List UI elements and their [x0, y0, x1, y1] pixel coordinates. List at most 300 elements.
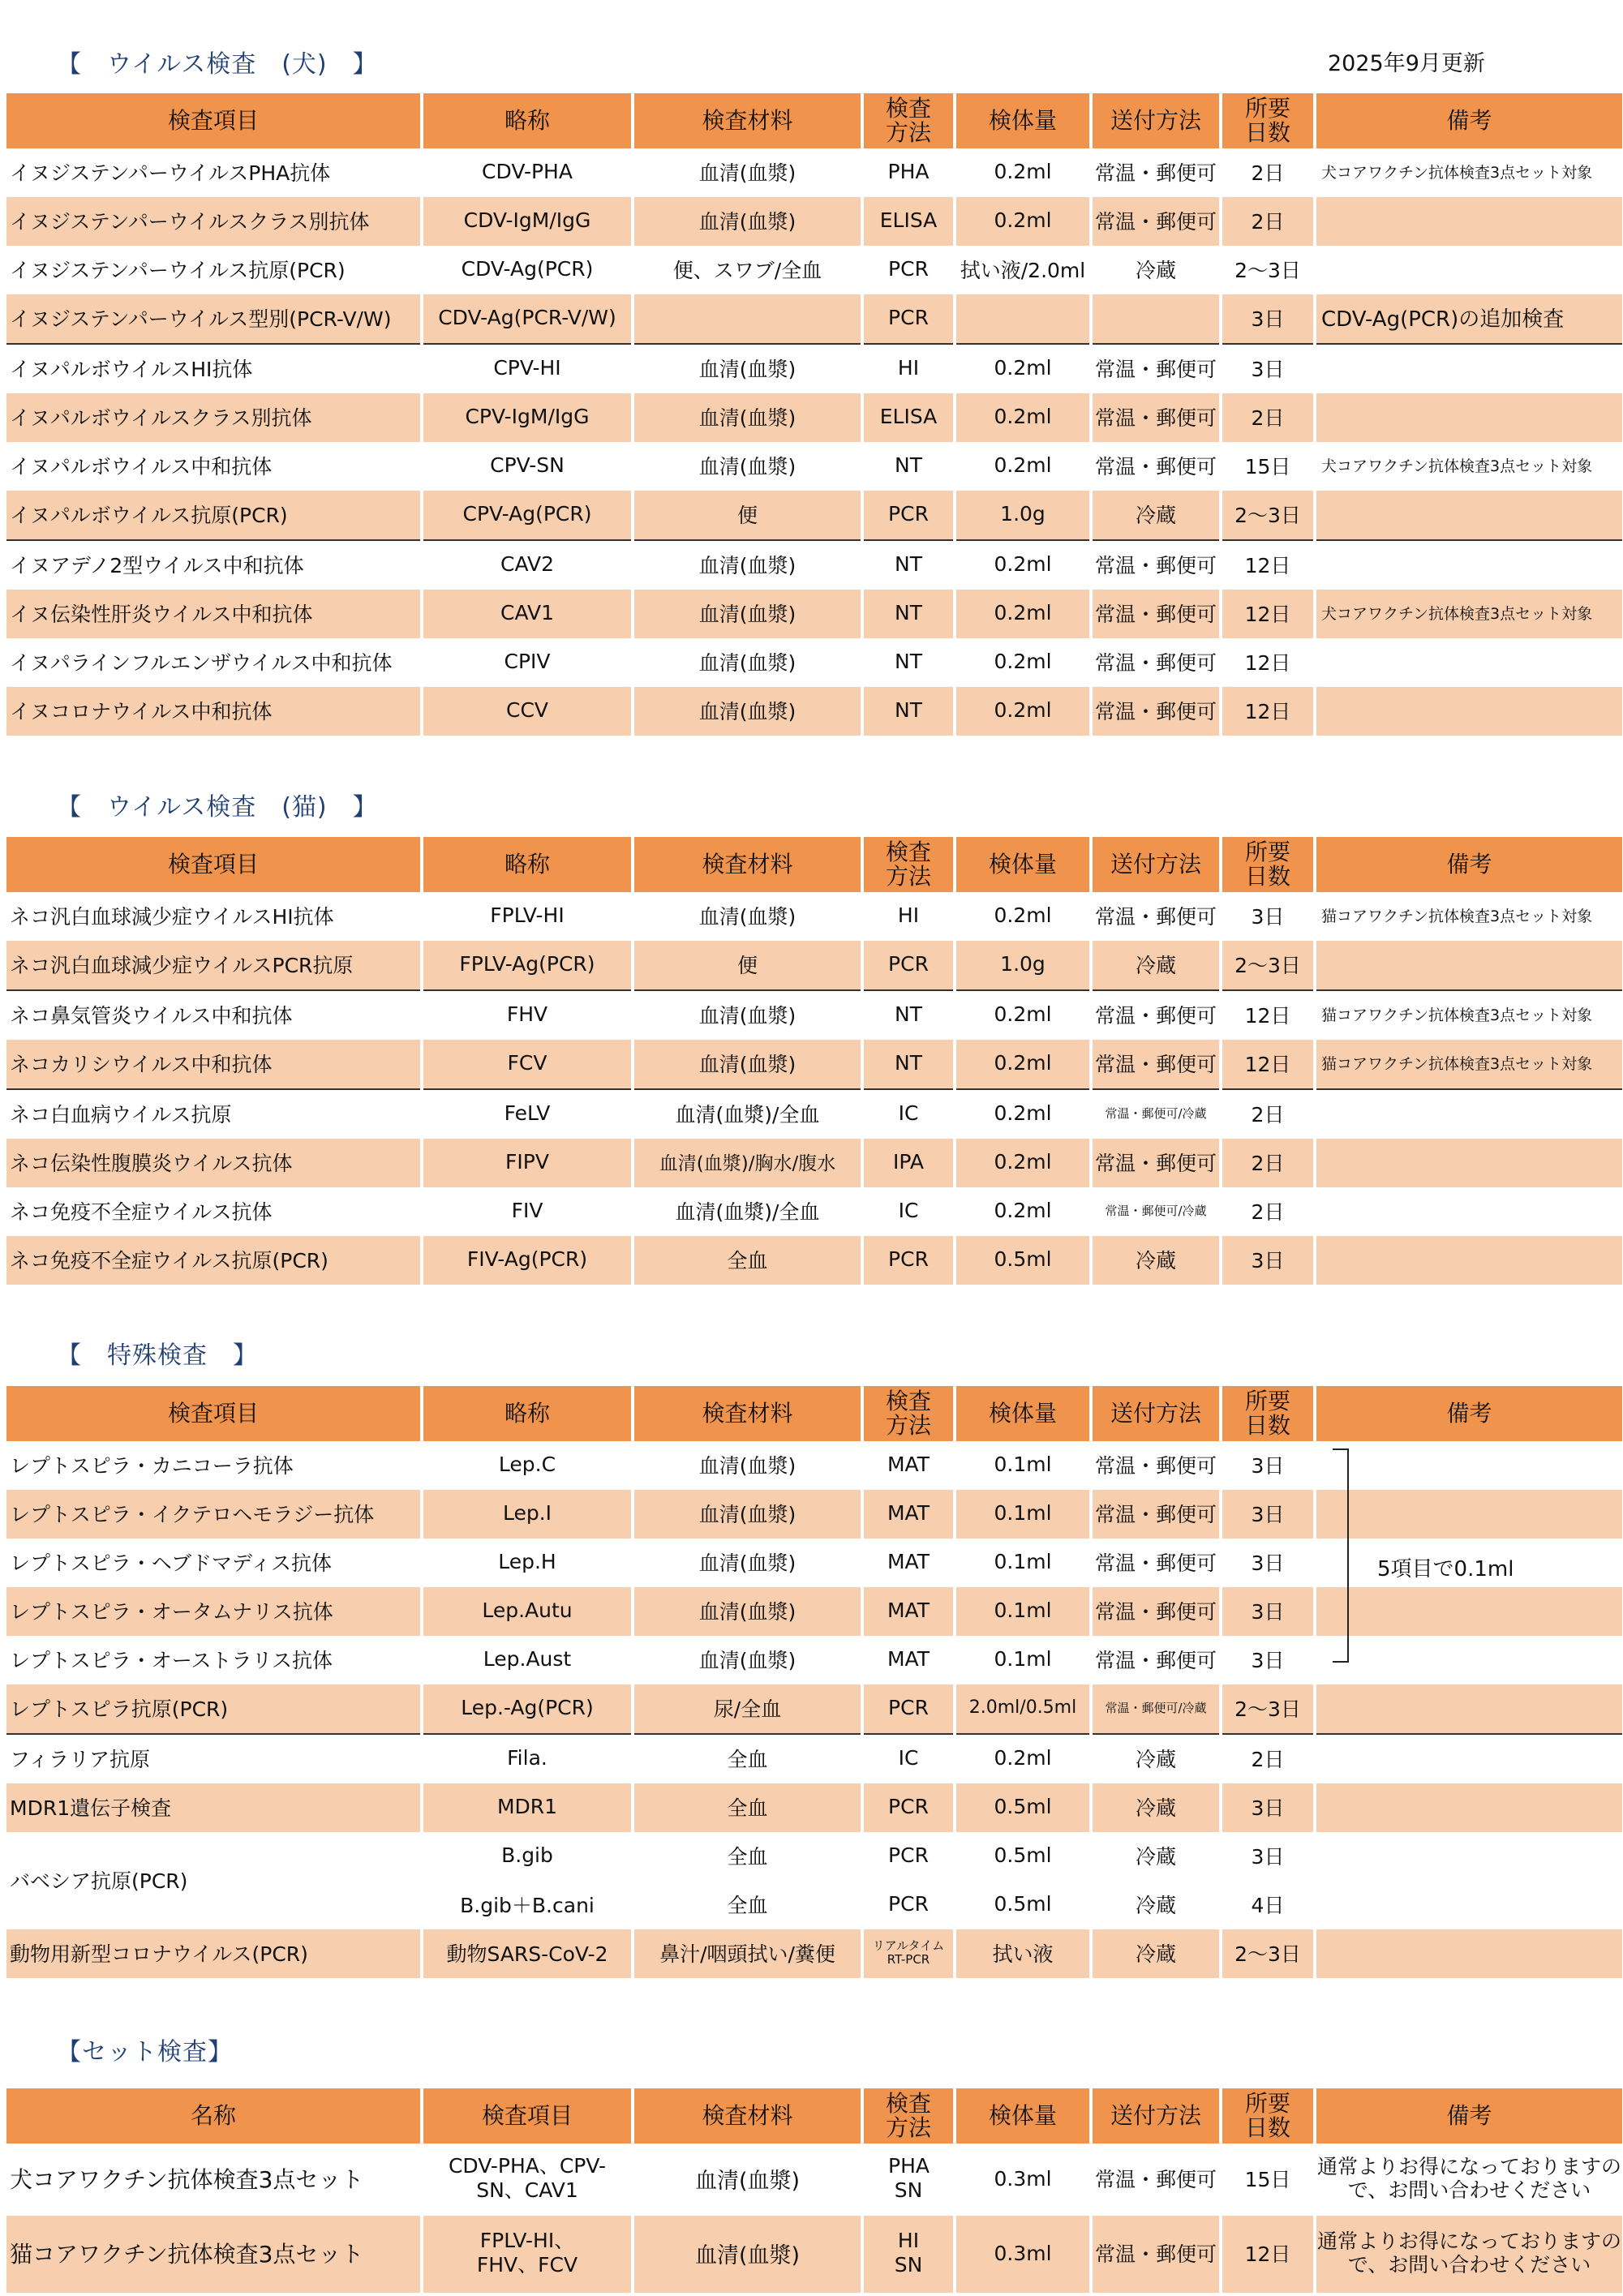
- table-row: [6, 638, 1622, 687]
- cell-days: 12日: [1222, 989, 1313, 1040]
- cell-method: NT: [864, 989, 953, 1040]
- cell-material: 全血: [634, 1783, 861, 1832]
- cell-shipping: 冷蔵: [1093, 1929, 1219, 1978]
- cell-item: イヌアデノ2型ウイルス中和抗体: [6, 539, 420, 590]
- cell-method: HI: [897, 903, 920, 927]
- header-material: 検査材料: [634, 93, 861, 148]
- cell-method: IC: [898, 1199, 919, 1222]
- header-shipping: 送付方法: [1093, 2088, 1219, 2144]
- header-notes: 備考: [1316, 837, 1622, 892]
- header-material: 検査材料: [634, 2088, 861, 2144]
- cell-method: NT: [864, 590, 953, 638]
- header-shipping: 送付方法: [1093, 1386, 1219, 1441]
- cell-material: 血清(血漿): [634, 539, 861, 590]
- cell-days: 12日: [1222, 2216, 1313, 2293]
- cell-shipping: 常温・郵便可: [1093, 1587, 1219, 1636]
- cell-days: 2日: [1222, 393, 1313, 442]
- cell-shipping: 常温・郵便可: [1093, 687, 1219, 736]
- cell-days: 2日: [1222, 197, 1313, 246]
- cell-item: イヌジステンパーウイルス型別(PCR-V/W): [6, 294, 420, 343]
- cell-notes: [1316, 1587, 1622, 1636]
- cell-shipping: 冷蔵: [1135, 1844, 1176, 1869]
- header-material: 検査材料: [634, 837, 861, 892]
- cell-shipping: 常温・郵便可: [1093, 343, 1219, 393]
- cell-item: イヌパラインフルエンザウイルス中和抗体: [10, 650, 393, 675]
- cell-material: 血清(血漿): [694, 2168, 801, 2194]
- cell-volume: 0.2ml: [994, 903, 1052, 927]
- cell-abbr: B.gib＋B.cani: [460, 1893, 595, 1917]
- cell-shipping: 常温・郵便可/冷蔵: [1093, 1088, 1219, 1139]
- cell-notes: [1316, 1783, 1622, 1832]
- cell-days: 3日: [1222, 1490, 1313, 1539]
- cell-method: MAT: [864, 1490, 953, 1539]
- cell-notes: [1316, 491, 1622, 539]
- cell-material: 全血: [727, 1893, 768, 1917]
- cell-days: 2～3日: [1222, 941, 1313, 989]
- header-days: 所要 日数: [1222, 2088, 1313, 2144]
- cell-volume: 0.2ml: [956, 1040, 1089, 1088]
- table-row: [6, 892, 1622, 941]
- cell-method: PCR: [888, 257, 929, 281]
- cell-item: レプトスピラ・カニコーラ抗体: [10, 1453, 294, 1478]
- cell-notes: [1316, 1441, 1622, 1490]
- section-title-cat-virus: 【 ウイルス検査 (猫) 】: [57, 793, 378, 822]
- header-days: 所要 日数: [1222, 1386, 1313, 1441]
- cell-material: 血清(血漿): [634, 1587, 861, 1636]
- cell-notes: [1316, 638, 1622, 687]
- cell-abbr: FCV: [423, 1040, 631, 1088]
- cell-notes: 犬コアワクチン抗体検査3点セット対象: [1321, 164, 1593, 182]
- cell-abbr: CPV-HI: [423, 343, 631, 393]
- cell-notes: [1316, 1929, 1622, 1978]
- cell-item: ネコ白血病ウイルス抗原: [6, 1088, 420, 1139]
- table-row: [6, 1684, 1622, 1733]
- cell-days: 4日: [1251, 1893, 1285, 1917]
- cell-method: リアルタイムRT-PCR: [864, 1929, 953, 1978]
- cell-days: 3日: [1222, 294, 1313, 343]
- table-row: [6, 687, 1622, 736]
- header-method: 検査 方法: [864, 1386, 953, 1441]
- header-material: 検査材料: [634, 1386, 861, 1441]
- header-volume: 検体量: [956, 93, 1089, 148]
- cell-abbr: CPIV: [504, 650, 551, 673]
- cell-days: 15日: [1244, 454, 1291, 479]
- cell-method: NT: [895, 453, 922, 477]
- cell-notes: [1316, 1832, 1622, 1881]
- cell-material: 血清(血漿): [634, 687, 861, 736]
- cell-item: ネコカリシウイルス中和抗体: [6, 1040, 420, 1088]
- cell-days: 2日: [1222, 1139, 1313, 1187]
- cell-item: イヌジステンパーウイルスPHA抗体: [10, 161, 331, 185]
- cell-notes: [1316, 1733, 1622, 1783]
- cell-notes: 猫コアワクチン抗体検査3点セット対象: [1316, 989, 1622, 1040]
- cell-days: 2日: [1222, 1088, 1313, 1139]
- cell-volume: 0.2ml: [956, 393, 1089, 442]
- cell-volume: 0.2ml: [994, 650, 1052, 673]
- cell-shipping: 常温・郵便可: [1093, 989, 1219, 1040]
- cell-volume: 0.2ml: [994, 1199, 1052, 1222]
- header-volume: 検体量: [956, 2088, 1089, 2144]
- cell-volume: 0.2ml: [956, 539, 1089, 590]
- cell-notes: [1316, 1236, 1622, 1285]
- table-row: [6, 539, 1622, 590]
- cell-shipping: 冷蔵: [1093, 941, 1219, 989]
- cell-days: 3日: [1251, 1648, 1285, 1672]
- cell-item: フィラリア抗原: [6, 1733, 420, 1783]
- cell-material: 血清(血漿): [634, 197, 861, 246]
- cell-volume: 0.2ml: [956, 1139, 1089, 1187]
- cell-notes: 猫コアワクチン抗体検査3点セット対象: [1321, 908, 1593, 925]
- header-shipping: 送付方法: [1093, 837, 1219, 892]
- header-abbr: 略称: [423, 837, 631, 892]
- header-notes: 備考: [1316, 1386, 1622, 1441]
- cell-abbr: Lep.-Ag(PCR): [423, 1684, 631, 1733]
- cell-notes: [1316, 343, 1622, 393]
- cell-method: PHA SN: [888, 2154, 930, 2202]
- cell-material: 便、スワブ/全血: [672, 258, 822, 282]
- cell-notes: [1316, 941, 1622, 989]
- cell-method: NT: [864, 539, 953, 590]
- cell-days: 2～3日: [1234, 258, 1301, 282]
- cell-shipping: 冷蔵: [1135, 1893, 1176, 1917]
- cell-days: 2～3日: [1222, 1684, 1313, 1733]
- cell-shipping: 常温・郵便可: [1094, 454, 1217, 479]
- cell-item: レプトスピラ抗原(PCR): [6, 1684, 420, 1733]
- section-title-set: 【セット検査】: [57, 2038, 233, 2066]
- cell-item: イヌ伝染性肝炎ウイルス中和抗体: [6, 590, 420, 638]
- cell-method: IC: [864, 1088, 953, 1139]
- cell-days: 15日: [1244, 2168, 1291, 2191]
- cell-material: 血清(血漿): [634, 2216, 861, 2293]
- cell-method: IPA: [864, 1139, 953, 1187]
- cell-days: 3日: [1251, 904, 1285, 929]
- cell-abbr: CDV-PHA、CPV-SN、CAV1: [448, 2154, 607, 2202]
- cell-days: 3日: [1251, 1453, 1285, 1478]
- cell-material: 血清(血漿): [698, 904, 796, 929]
- table-row: [6, 1929, 1622, 1978]
- cell-material: 血清(血漿)/全血: [675, 1199, 820, 1224]
- special-test-table: [3, 1386, 1623, 1978]
- cell-volume: 0.5ml: [994, 1892, 1052, 1916]
- cell-abbr: CAV2: [423, 539, 631, 590]
- table-row: [6, 941, 1622, 989]
- cell-abbr: CDV-Ag(PCR): [461, 257, 594, 281]
- table-row: [6, 1441, 1622, 1490]
- table-row: [6, 989, 1622, 1040]
- cell-shipping: 常温・郵便可: [1093, 539, 1219, 590]
- cell-volume: 2.0ml/0.5ml: [956, 1684, 1089, 1733]
- table-row: [6, 1832, 1622, 1881]
- cell-volume: [956, 294, 1089, 343]
- cell-material: 血清(血漿): [634, 343, 861, 393]
- cell-abbr: CDV-IgM/IgG: [423, 197, 631, 246]
- leptospira-bracket: [1333, 1448, 1349, 1663]
- cell-notes: CDV-Ag(PCR)の追加検査: [1316, 294, 1622, 343]
- cell-shipping: 常温・郵便可: [1094, 904, 1217, 929]
- cell-method: IC: [864, 1733, 953, 1783]
- cell-material: 全血: [634, 1236, 861, 1285]
- cell-shipping: 常温・郵便可: [1093, 2216, 1219, 2293]
- cell-item: イヌパルボウイルス抗原(PCR): [6, 491, 420, 539]
- header-items: 検査項目: [423, 2088, 631, 2144]
- cell-material: 血清(血漿): [634, 590, 861, 638]
- cell-item: イヌジステンパーウイルスクラス別抗体: [6, 197, 420, 246]
- cell-abbr: FPLV-HI: [490, 903, 565, 927]
- cell-notes: [1316, 1636, 1622, 1684]
- cell-days: 3日: [1222, 1783, 1313, 1832]
- cell-item: イヌパルボウイルスHI抗体: [6, 343, 420, 393]
- cell-method: MAT: [887, 1647, 930, 1671]
- cell-volume: 0.2ml: [956, 1733, 1089, 1783]
- cell-method: ELISA: [864, 393, 953, 442]
- table-row: [6, 294, 1622, 343]
- cat-virus-table: [3, 837, 1623, 1285]
- cell-shipping: 常温・郵便可: [1094, 2168, 1217, 2191]
- cell-volume: 0.2ml: [956, 590, 1089, 638]
- cell-abbr: Lep.C: [498, 1453, 556, 1476]
- cell-abbr: FIV-Ag(PCR): [423, 1236, 631, 1285]
- cell-method: PCR: [864, 491, 953, 539]
- cell-abbr: CPV-IgM/IgG: [423, 393, 631, 442]
- cell-shipping: 常温・郵便可: [1094, 650, 1217, 675]
- cell-abbr: CDV-Ag(PCR-V/W): [423, 294, 631, 343]
- header-method: 検査 方法: [864, 2088, 953, 2144]
- header-volume: 検体量: [956, 837, 1089, 892]
- cell-notes: [1316, 1684, 1622, 1733]
- table-row: [6, 1783, 1622, 1832]
- cell-volume: 0.2ml: [956, 197, 1089, 246]
- cell-notes: [1316, 1490, 1622, 1539]
- cell-notes: 通常よりお得になっておりますので、お問い合わせください: [1316, 2216, 1622, 2293]
- cell-item: レプトスピラ・オーストラリス抗体: [10, 1648, 333, 1672]
- cell-item: ネコ免疫不全症ウイルス抗体: [10, 1199, 273, 1224]
- cell-material: 血清(血漿)/全血: [634, 1088, 861, 1139]
- table-header: [6, 2088, 1622, 2144]
- cell-material: 血清(血漿): [698, 650, 796, 675]
- cell-abbr: CCV: [423, 687, 631, 736]
- table-header: [6, 93, 1622, 148]
- cell-abbr: Lep.Autu: [423, 1587, 631, 1636]
- header-shipping: 送付方法: [1093, 93, 1219, 148]
- cell-days: 2日: [1251, 161, 1285, 185]
- cell-material: 全血: [634, 1733, 861, 1783]
- cell-method: PCR: [864, 294, 953, 343]
- cell-days: 3日: [1251, 1844, 1285, 1869]
- table-header: [6, 1386, 1622, 1441]
- header-notes: 備考: [1316, 93, 1622, 148]
- cell-material: 便: [634, 941, 861, 989]
- cell-method: PCR: [888, 1843, 929, 1867]
- cell-volume: 1.0g: [956, 941, 1089, 989]
- cell-method: PCR: [864, 941, 953, 989]
- cell-days: 3日: [1222, 1236, 1313, 1285]
- table-row: [6, 1139, 1622, 1187]
- cell-volume: 0.2ml: [994, 453, 1052, 477]
- cell-notes: 通常よりお得になっておりますので、お問い合わせください: [1316, 2155, 1621, 2202]
- cell-abbr: CDV-PHA: [482, 160, 573, 183]
- cell-volume: 0.2ml: [994, 160, 1052, 183]
- cell-shipping: 常温・郵便可: [1093, 1139, 1219, 1187]
- cell-material: 血清(血漿)/胸水/腹水: [634, 1139, 861, 1187]
- header-volume: 検体量: [956, 1386, 1089, 1441]
- cell-material: 血清(血漿): [634, 1490, 861, 1539]
- cell-days: 2日: [1251, 1199, 1285, 1224]
- cell-volume: 拭い液: [956, 1929, 1089, 1978]
- cell-volume: 0.1ml: [994, 1453, 1052, 1476]
- cell-item: バベシア抗原(PCR): [10, 1869, 188, 1893]
- cell-item: レプトスピラ・ヘブドマディス抗体: [10, 1551, 333, 1575]
- cell-days: 2～3日: [1222, 491, 1313, 539]
- cell-shipping: [1093, 294, 1219, 343]
- cell-shipping: 冷蔵: [1093, 491, 1219, 539]
- cell-shipping: 常温・郵便可: [1093, 197, 1219, 246]
- cell-abbr: FIPV: [423, 1139, 631, 1187]
- cell-item: 猫コアワクチン抗体検査3点セット: [6, 2216, 420, 2293]
- section-title-special: 【 特殊検査 】: [57, 1341, 258, 1370]
- cell-abbr: Lep.H: [498, 1550, 556, 1573]
- cell-material: 全血: [727, 1844, 768, 1869]
- cell-volume: 0.1ml: [994, 1647, 1052, 1671]
- cell-abbr: B.gib: [501, 1843, 553, 1867]
- cell-item: ネコ免疫不全症ウイルス抗原(PCR): [6, 1236, 420, 1285]
- cell-notes: [1316, 1187, 1622, 1236]
- header-abbr: 略称: [423, 1386, 631, 1441]
- cell-notes: [1316, 1088, 1622, 1139]
- cell-method: PCR: [888, 1892, 929, 1916]
- cell-days: 2日: [1222, 1733, 1313, 1783]
- cell-shipping: 冷蔵: [1135, 258, 1176, 282]
- cell-shipping: 常温・郵便可: [1093, 393, 1219, 442]
- leptospira-bracket-note: 5項目で0.1ml: [1377, 1557, 1514, 1581]
- cell-item: レプトスピラ・オータムナリス抗体: [6, 1587, 420, 1636]
- cell-abbr: 動物SARS-CoV-2: [423, 1929, 631, 1978]
- cell-abbr: FPLV-Ag(PCR): [423, 941, 631, 989]
- cell-days: 12日: [1222, 1040, 1313, 1088]
- table-row: [6, 491, 1622, 539]
- header-notes: 備考: [1316, 2088, 1622, 2144]
- cell-notes: [1316, 687, 1622, 736]
- cell-material: 便: [634, 491, 861, 539]
- cell-days: 12日: [1222, 687, 1313, 736]
- cell-shipping: 冷蔵: [1093, 1733, 1219, 1783]
- set-test-table: [3, 2088, 1623, 2293]
- cell-notes: [1316, 539, 1622, 590]
- cell-shipping: 冷蔵: [1093, 1783, 1219, 1832]
- header-item: 検査項目: [6, 837, 420, 892]
- header-item: 検査項目: [6, 93, 420, 148]
- cell-material: 血清(血漿): [698, 1648, 796, 1672]
- cell-method: HI SN: [864, 2216, 953, 2293]
- cell-volume: 拭い液/2.0ml: [960, 258, 1086, 282]
- cell-item: ネコ汎白血球減少症ウイルスHI抗体: [10, 904, 334, 929]
- table-row: [6, 1490, 1622, 1539]
- table-row: [6, 393, 1622, 442]
- header-days: 所要 日数: [1222, 93, 1313, 148]
- cell-notes: 犬コアワクチン抗体検査3点セット対象: [1316, 590, 1622, 638]
- cell-volume: 1.0g: [956, 491, 1089, 539]
- cell-days: 2～3日: [1222, 1929, 1313, 1978]
- cell-material: 血清(血漿): [698, 161, 796, 185]
- cell-abbr: FeLV: [423, 1088, 631, 1139]
- cell-notes: [1316, 246, 1622, 294]
- cell-notes: [1316, 197, 1622, 246]
- table-row: [6, 148, 1622, 197]
- cell-method: NT: [895, 650, 922, 673]
- cell-abbr: FHV: [423, 989, 631, 1040]
- dog-virus-table: [3, 93, 1623, 736]
- cell-item: イヌパルボウイルスクラス別抗体: [6, 393, 420, 442]
- header-method: 検査 方法: [864, 93, 953, 148]
- cell-method: PHA: [887, 160, 930, 183]
- cell-days: 3日: [1222, 1587, 1313, 1636]
- table-row: [6, 1733, 1622, 1783]
- cell-item: イヌパルボウイルス中和抗体: [10, 454, 273, 479]
- cell-item: イヌコロナウイルス中和抗体: [6, 687, 420, 736]
- cell-days: 12日: [1222, 590, 1313, 638]
- cell-item: ネコ汎白血球減少症ウイルスPCR抗原: [6, 941, 420, 989]
- cell-shipping: 常温・郵便可: [1093, 590, 1219, 638]
- cell-shipping: 常温・郵便可: [1094, 1648, 1217, 1672]
- cell-abbr: CPV-SN: [490, 453, 565, 477]
- cell-abbr: FPLV-HI、FHV、FCV: [423, 2216, 631, 2293]
- section-title-dog-virus: 【 ウイルス検査 (犬) 】: [57, 50, 378, 79]
- cell-abbr: Lep.I: [423, 1490, 631, 1539]
- cell-abbr: Lep.Aust: [483, 1647, 572, 1671]
- table-row: [6, 1187, 1622, 1236]
- header-item: 検査項目: [6, 1386, 420, 1441]
- cell-volume: 0.5ml: [994, 1843, 1052, 1867]
- cell-notes: 猫コアワクチン抗体検査3点セット対象: [1316, 1040, 1622, 1088]
- cell-material: 血清(血漿): [634, 393, 861, 442]
- cell-item: ネコ伝染性腹膜炎ウイルス抗体: [6, 1139, 420, 1187]
- cell-days: 12日: [1244, 650, 1291, 675]
- cell-item: ネコ鼻気管炎ウイルス中和抗体: [6, 989, 420, 1040]
- cell-volume: 0.5ml: [956, 1783, 1089, 1832]
- table-row: [6, 1636, 1622, 1684]
- cell-volume: 0.2ml: [956, 1088, 1089, 1139]
- table-row: [6, 246, 1622, 294]
- cell-item: イヌジステンパーウイルス抗原(PCR): [10, 258, 346, 282]
- header-method: 検査 方法: [864, 837, 953, 892]
- cell-shipping: 常温・郵便可: [1093, 1040, 1219, 1088]
- table-row: [6, 590, 1622, 638]
- cell-method: HI: [864, 343, 953, 393]
- cell-volume: 0.1ml: [956, 1587, 1089, 1636]
- cell-method: PCR: [864, 1684, 953, 1733]
- cell-item: 犬コアワクチン抗体検査3点セット: [10, 2166, 364, 2193]
- cell-shipping: 常温・郵便可: [1094, 161, 1217, 185]
- cell-shipping: 冷蔵: [1093, 1236, 1219, 1285]
- table-row: [6, 442, 1622, 491]
- cell-shipping: 常温・郵便可: [1094, 1551, 1217, 1575]
- cell-material: 尿/全血: [634, 1684, 861, 1733]
- cell-material: 血清(血漿): [698, 1551, 796, 1575]
- cell-shipping: 常温・郵便可/冷蔵: [1105, 1204, 1207, 1218]
- header-days: 所要 日数: [1222, 837, 1313, 892]
- cell-material: 血清(血漿): [698, 1453, 796, 1478]
- cell-method: MAT: [887, 1550, 930, 1573]
- cell-item: レプトスピラ・イクテロヘモラジー抗体: [6, 1490, 420, 1539]
- header-abbr: 略称: [423, 93, 631, 148]
- table-row: [6, 2216, 1622, 2293]
- cell-abbr: FIV: [511, 1199, 543, 1222]
- cell-notes: [1316, 1881, 1622, 1929]
- cell-method: NT: [864, 1040, 953, 1088]
- cell-volume: 0.2ml: [956, 343, 1089, 393]
- table-row: [6, 197, 1622, 246]
- cell-method: MAT: [887, 1453, 930, 1476]
- cell-method: NT: [864, 687, 953, 736]
